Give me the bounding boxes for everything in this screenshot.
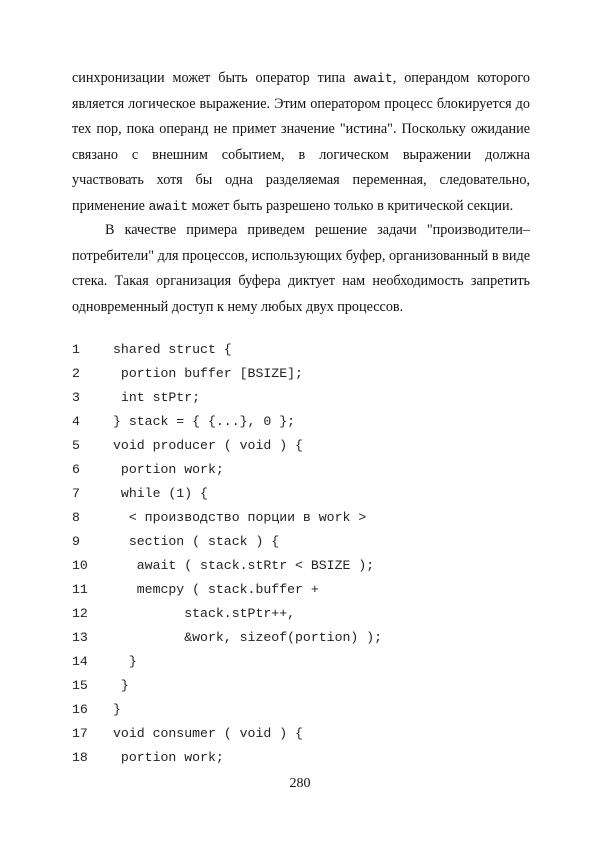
line-number: 11 xyxy=(72,582,88,597)
code-text: void producer ( void ) { xyxy=(113,438,303,453)
line-number: 4 xyxy=(72,414,80,429)
code-text: int stPtr; xyxy=(113,390,201,405)
text-line: является логическое выражение. Этим оператором процесс блокируется до xyxy=(72,95,530,112)
text-line: стека. Такая организация буфера диктует нам необходимость запретить xyxy=(72,273,530,290)
text-line: одновременный доступ к нему любых двух процессов. xyxy=(72,298,404,315)
code-line xyxy=(72,386,552,410)
code-line xyxy=(72,338,552,362)
code-line xyxy=(72,650,552,674)
text-line: применение await может быть разрешено только в критической секции. xyxy=(72,197,514,214)
code-line xyxy=(72,362,552,386)
line-number: 1 xyxy=(72,342,80,357)
line-number: 17 xyxy=(72,726,88,741)
code-line xyxy=(72,674,552,698)
code-text: while (1) { xyxy=(113,486,208,501)
code-text: } xyxy=(113,654,137,669)
code-text: &work, sizeof(portion) ); xyxy=(113,630,383,645)
paragraph-1 xyxy=(72,66,530,220)
code-text: memcpy ( stack.buffer + xyxy=(113,582,319,597)
code-line xyxy=(72,482,552,506)
line-number: 6 xyxy=(72,462,80,477)
page-number: 280 xyxy=(289,776,311,791)
line-number: 7 xyxy=(72,486,80,501)
code-text: } stack = { {...}, 0 }; xyxy=(113,414,296,429)
inline-code: await xyxy=(353,71,393,86)
line-number: 18 xyxy=(72,750,88,765)
text-line: участвовать хотя бы одна разделяемая переменная, следовательно, xyxy=(72,172,530,189)
line-number: 14 xyxy=(72,654,88,669)
line-number: 8 xyxy=(72,510,80,525)
code-listing xyxy=(72,338,552,770)
code-line xyxy=(72,746,552,770)
code-line xyxy=(72,698,552,722)
text-line: связано с внешним событием, в логическом выражении должна xyxy=(72,146,530,163)
code-text: portion work; xyxy=(113,462,224,477)
code-text: portion buffer [BSIZE]; xyxy=(113,366,303,381)
line-number: 3 xyxy=(72,390,80,405)
code-text: section ( stack ) { xyxy=(113,534,280,549)
code-line xyxy=(72,722,552,746)
code-line xyxy=(72,434,552,458)
line-number: 16 xyxy=(72,702,88,717)
code-line xyxy=(72,578,552,602)
line-number: 9 xyxy=(72,534,80,549)
code-text: await ( stack.stRtr < BSIZE ); xyxy=(113,558,375,573)
line-number: 12 xyxy=(72,606,88,621)
line-number: 5 xyxy=(72,438,80,453)
code-line xyxy=(72,530,552,554)
code-line xyxy=(72,602,552,626)
code-line xyxy=(72,458,552,482)
code-text: portion work; xyxy=(113,750,224,765)
inline-code: await xyxy=(148,198,189,214)
code-text: shared struct { xyxy=(113,342,232,357)
code-text: } xyxy=(113,702,121,717)
text-line: тех пор, пока операнд не примет значение "истина". Поскольку ожидание xyxy=(72,121,530,138)
code-line xyxy=(72,410,552,434)
text-line: потребители" для процессов, использующих буфер, организованный в виде xyxy=(72,247,530,264)
line-number: 13 xyxy=(72,630,88,645)
code-text: < производство порции в work > xyxy=(113,510,367,525)
code-line xyxy=(72,506,552,530)
code-text: } xyxy=(113,678,129,693)
line-number: 15 xyxy=(72,678,88,693)
text-line: синхронизации может быть оператор типа await, операндом которого xyxy=(72,70,530,86)
line-number: 2 xyxy=(72,366,80,381)
code-text: void consumer ( void ) { xyxy=(113,726,303,741)
line-number: 10 xyxy=(72,558,88,573)
paragraph-2 xyxy=(72,218,530,320)
code-line xyxy=(72,626,552,650)
text-line: В качестве примера приведем решение задачи "производители– xyxy=(105,222,530,238)
code-line xyxy=(72,554,552,578)
code-text: stack.stPtr++, xyxy=(113,606,296,621)
